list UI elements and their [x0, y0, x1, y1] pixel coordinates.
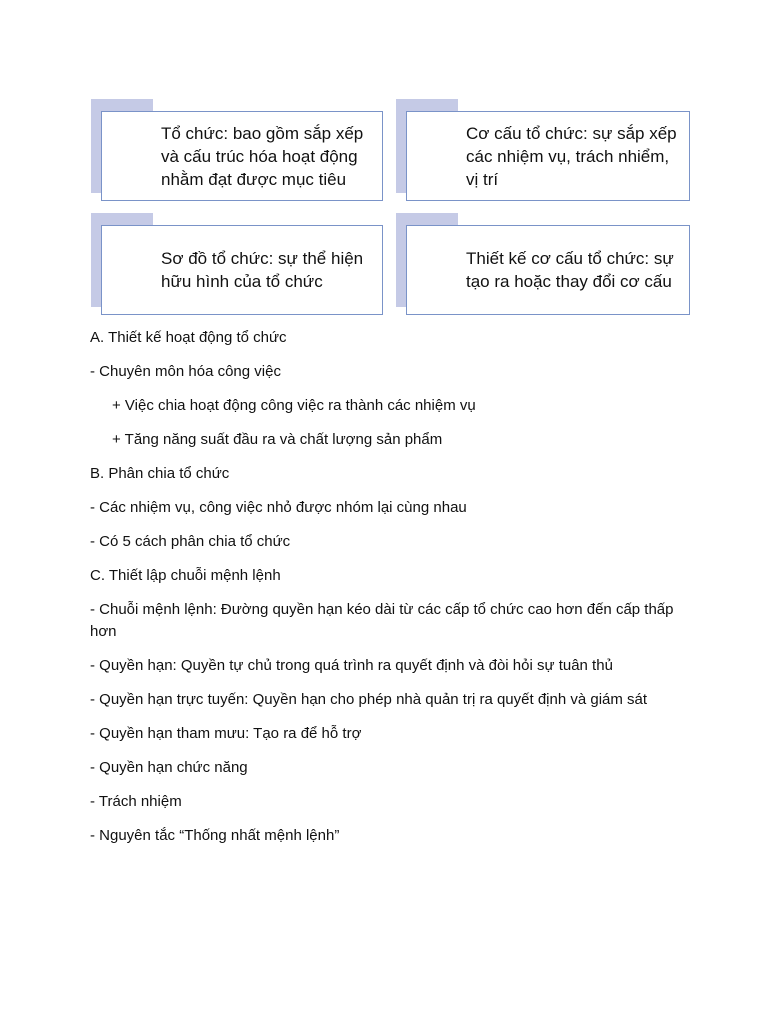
card-text: Thiết kế cơ cấu tổ chức: sự tạo ra hoặc thay đổi cơ cấu — [466, 249, 674, 291]
bullet-item: - Các nhiệm vụ, công việc nhỏ được nhóm lại cùng nhau — [90, 499, 467, 516]
card-organization — [91, 99, 385, 205]
bullet-item: - Quyền hạn: Quyền tự chủ trong quá trình ra quyết định và đòi hỏi sự tuân thủ — [90, 657, 613, 674]
card-text: Cơ cấu tổ chức: sự sắp xếp các nhiệm vụ, trách nhiểm, vị trí — [466, 123, 677, 189]
card-text: Tổ chức: bao gồm sắp xếp và cấu trúc hóa hoạt động nhằm đạt được mục tiêu — [161, 123, 364, 189]
card-organizational-structure — [396, 99, 690, 205]
document-body — [90, 327, 690, 859]
bullet-item: - Có 5 cách phân chia tổ chức — [90, 533, 291, 550]
bullet-item: - Quyền hạn trực tuyến: Quyền hạn cho phép nhà quản trị ra quyết định và giám sát — [90, 691, 648, 708]
bullet-item: - Quyền hạn chức năng — [90, 759, 248, 776]
sub-bullet-item: + Tăng năng suất đầu ra và chất lượng sản phẩm — [112, 431, 443, 448]
bullet-item: - Chuyên môn hóa công việc — [90, 363, 281, 380]
bullet-item: - Quyền hạn tham mưu: Tạo ra để hỗ trợ — [90, 725, 362, 742]
bullet-item: - Trách nhiệm — [90, 793, 182, 810]
card-text: Sơ đồ tổ chức: sự thể hiện hữu hình của tổ chức — [161, 249, 364, 291]
card-structure-design — [396, 213, 690, 319]
section-heading-b: B. Phân chia tổ chức — [90, 465, 230, 482]
sub-bullet-item: + Việc chia hoạt động công việc ra thành các nhiệm vụ — [112, 397, 476, 414]
section-heading-a: A. Thiết kế hoạt động tổ chức — [90, 329, 287, 346]
section-heading-c: C. Thiết lập chuỗi mệnh lệnh — [90, 567, 281, 584]
card-organization-chart — [91, 213, 385, 319]
bullet-item: - Chuỗi mệnh lệnh: Đường quyền hạn kéo dài từ các cấp tổ chức cao hơn đến cấp thấp hơn — [90, 601, 674, 640]
bullet-item: - Nguyên tắc “Thống nhất mệnh lệnh” — [90, 827, 340, 844]
